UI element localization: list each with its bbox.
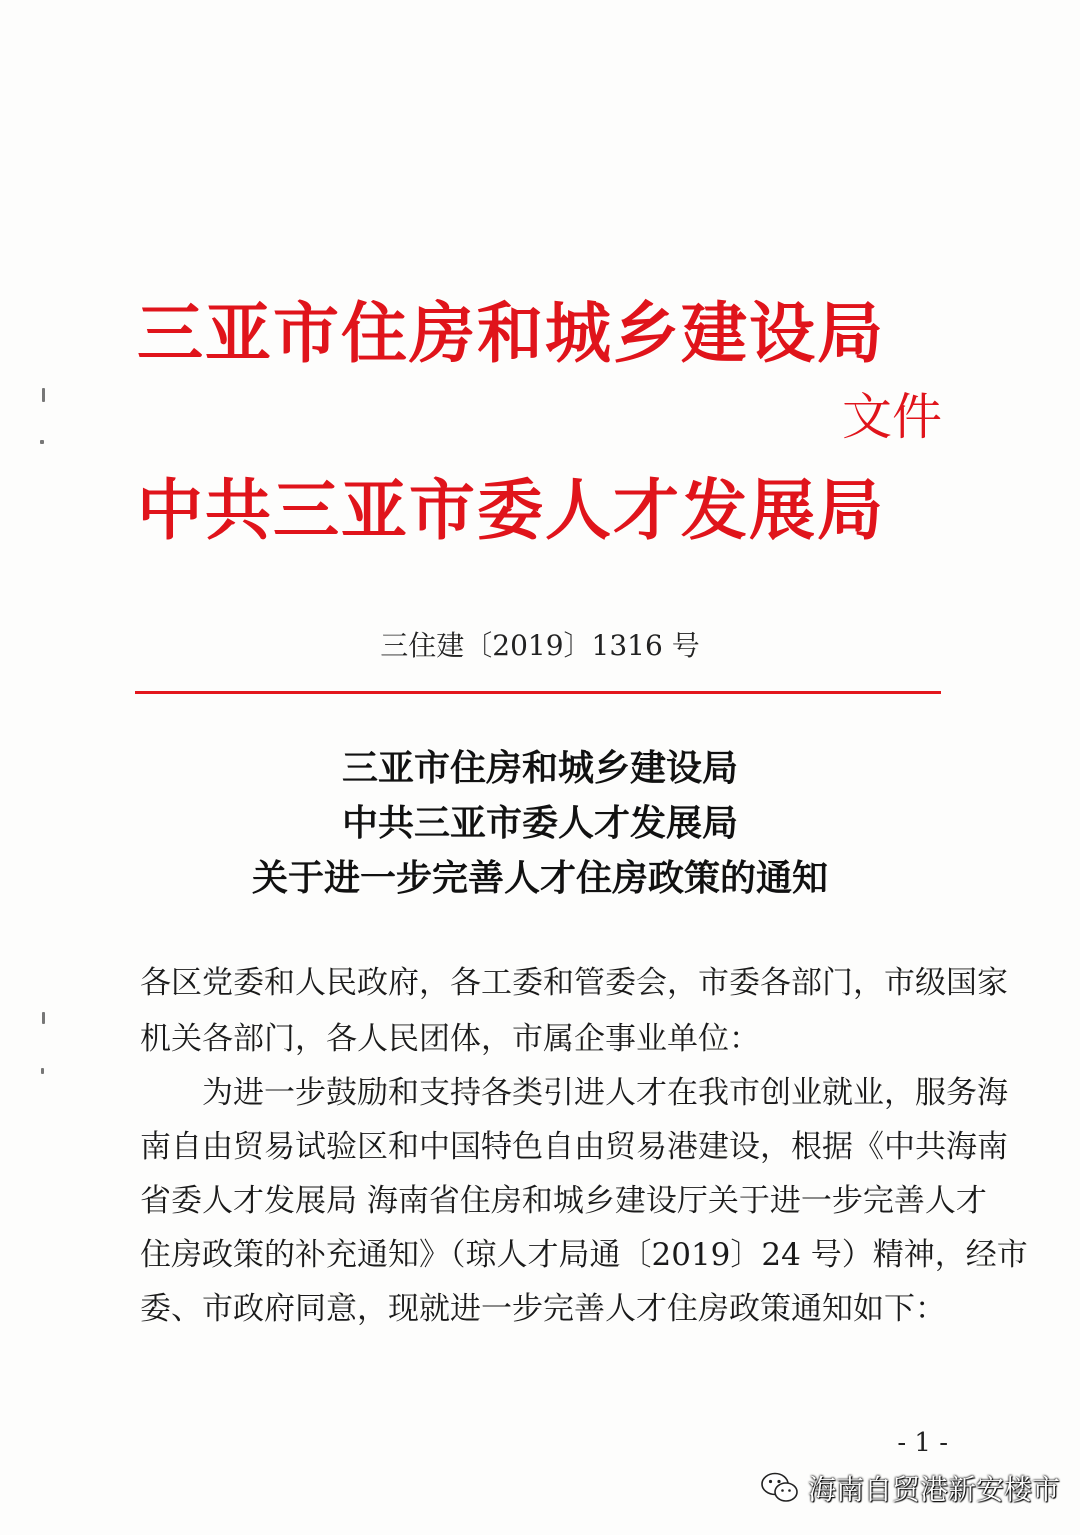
red-divider-rule [135, 691, 941, 694]
body-line-2: 机关各部门，各人民团体，市属企事业单位： [140, 1021, 760, 1057]
body-line-4: 南自由贸易试验区和中国特色自由贸易港建设，根据《中共海南 [140, 1129, 1008, 1165]
scan-mark [41, 1068, 44, 1074]
watermark-text: 海南自贸港新安楼市 [808, 1473, 1061, 1506]
body-line-3: 为进一步鼓励和支持各类引进人才在我市创业就业，服务海 [202, 1075, 1008, 1111]
letterhead-org-1: 三亚市住房和城乡建设局 [137, 294, 885, 372]
source-watermark [760, 1468, 1060, 1508]
title-line-3: 关于进一步完善人才住房政策的通知 [251, 857, 828, 899]
scan-mark [42, 1012, 45, 1024]
scan-mark [40, 440, 44, 444]
body-line-1: 各区党委和人民政府，各工委和管委会，市委各部门，市级国家 [140, 965, 1008, 1001]
body-line-5: 省委人才发展局 海南省住房和城乡建设厅关于进一步完善人才 [140, 1183, 987, 1219]
letterhead-org-2: 中共三亚市委人才发展局 [137, 471, 885, 549]
letterhead-doc-type: 文件 [842, 388, 942, 446]
document-number: 三住建〔2019〕1316 号 [380, 629, 700, 662]
body-line-7: 委、市政府同意，现就进一步完善人才住房政策通知如下： [140, 1291, 946, 1327]
wechat-icon [760, 1471, 800, 1505]
page-number: - 1 - [897, 1428, 948, 1458]
title-line-2: 中共三亚市委人才发展局 [341, 802, 738, 844]
scan-mark [42, 388, 45, 402]
body-line-6: 住房政策的补充通知》（琼人才局通〔2019〕24 号）精神，经市 [140, 1237, 1028, 1273]
title-line-1: 三亚市住房和城乡建设局 [341, 747, 738, 789]
